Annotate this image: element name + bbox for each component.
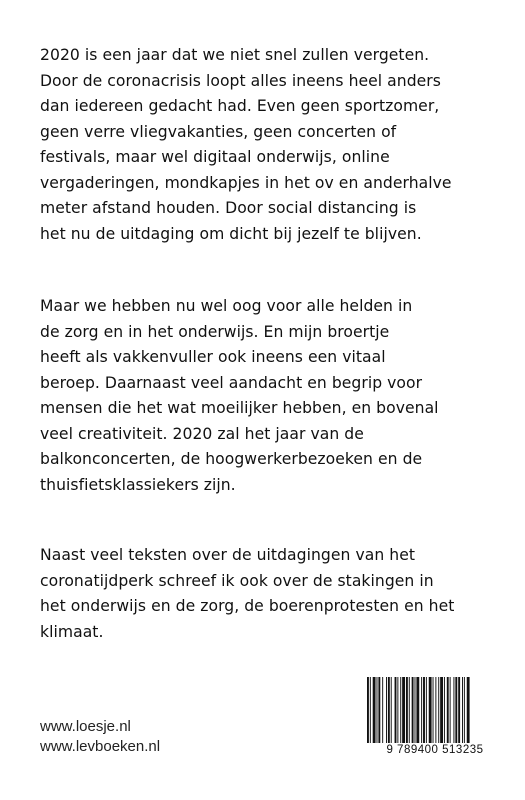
blurb-line: beroep. Daarnaast veel aandacht en begrip voor [40,373,423,392]
barcode-bar [435,677,436,743]
blurb-line: festivals, maar wel digitaal onderwijs, online [40,148,390,166]
blurb-line: meter afstand houden. Door social distancing is [40,199,417,217]
barcode-bar [406,677,408,743]
barcode-bar [395,677,397,743]
website-levboeken: www.levboeken.nl [40,738,161,755]
barcode-bar [433,677,434,743]
barcode-bar [377,677,378,743]
blurb-paragraph-1 [40,43,510,247]
blurb-paragraph-3 [40,543,510,645]
barcode-bar [455,677,457,743]
barcode-bar [440,677,443,743]
barcode-bar [378,677,380,743]
barcode-bar [464,677,465,743]
barcode-bar [462,677,463,743]
blurb-paragraph-2 [40,294,510,498]
barcode-bar [467,677,470,743]
publisher-websites [40,717,160,757]
barcode-bar [453,677,454,743]
blurb-line: Door de coronacrisis loopt alles ineens heel anders [40,71,441,90]
barcode-bar [415,677,416,743]
blurb-line: balkonconcerten, de hoogwerkerbezoeken en de [40,450,423,468]
blurb-line: thuisfietsklassiekers zijn. [40,475,236,494]
barcode-bar [370,677,371,743]
barcode-bars [365,677,505,743]
blurb-line: Maar we hebben nu wel oog voor alle helden in [40,297,413,315]
blurb-line: veel creativiteit. 2020 zal het jaar van de [40,424,364,443]
barcode-bar [412,677,414,743]
barcode-bar [382,677,383,743]
barcode-bar [409,677,410,743]
barcode-bar [386,677,387,743]
blurb-line: de zorg en in het onderwijs. En mijn broertje [40,322,390,341]
blurb-line: vergaderingen, mondkapjes in het ov en anderhalve [40,173,452,192]
blurb-line: dan iedereen gedacht had. Even geen sportzomer, [40,97,440,115]
barcode-bar [438,677,439,743]
blurb-line: het nu de uitdaging om dicht bij jezelf te blijven. [40,224,422,243]
barcode-bar [444,677,445,743]
barcode-bar [402,677,405,743]
barcode-bar [447,677,449,743]
barcode-bar [397,677,398,743]
isbn-digits: 9 789400 513235 [365,743,505,757]
barcode-bar [388,677,390,743]
barcode-bar [458,677,460,743]
isbn-barcode [365,677,505,762]
blurb-line: het onderwijs en de zorg, de boerenprotesten en het [40,597,455,615]
blurb-line: 2020 is een jaar dat we niet snel zullen vergeten. [40,46,430,64]
barcode-bar [426,677,427,743]
blurb-line: heeft als vakkenvuller ook ineens een vitaal [40,348,386,366]
barcode-bar [400,677,401,743]
blurb-line: klimaat. [40,622,104,641]
barcode-bar [429,677,432,743]
blurb-line: coronatijdperk schreef ik ook over de stakingen in [40,571,434,590]
barcode-bar [391,677,392,743]
barcode-bar [450,677,451,743]
blurb-line: geen verre vliegvakanties, geen concerten of [40,122,397,141]
barcode-bar [421,677,422,743]
website-loesje: www.loesje.nl [40,718,131,735]
blurb-line: Naast veel teksten over de uitdagingen van het [40,546,416,564]
barcode-bar [373,677,376,743]
barcode-bar [416,677,419,743]
blurb-line: mensen die het wat moeilijker hebben, en bovenal [40,399,439,417]
barcode-bar [367,677,369,743]
barcode-bar [423,677,425,743]
